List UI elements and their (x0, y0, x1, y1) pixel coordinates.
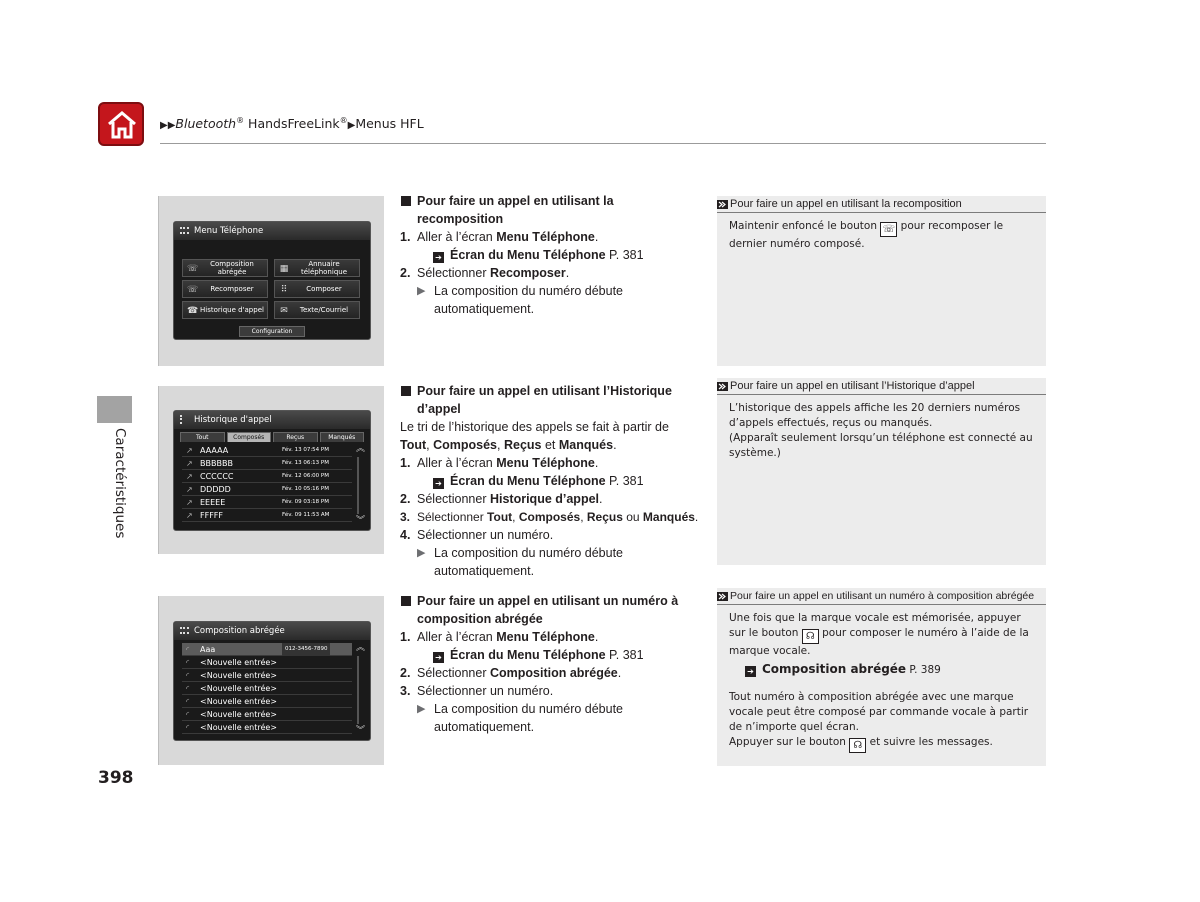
reference-page: P. 381 (605, 648, 644, 662)
intro-et: et (541, 438, 559, 452)
header-divider (160, 143, 1046, 144)
heading-text: Pour faire un appel en utilisant l’Historique d’appel (417, 384, 672, 416)
registered-mark: ® (236, 116, 245, 125)
reference-title: Écran du Menu Téléphone (450, 474, 606, 488)
contact-name: Aaa (200, 645, 216, 654)
list-item[interactable] (182, 669, 352, 682)
list-item[interactable] (182, 483, 352, 496)
note-arrow-icon (717, 200, 728, 209)
dialed-call-icon: ↗ (186, 498, 193, 507)
note-arrow-icon (717, 382, 728, 391)
list-scrollbar[interactable] (356, 445, 366, 526)
screen-title: Historique d'appel (194, 415, 272, 425)
breadcrumb-bluetooth[interactable]: Bluetooth (175, 116, 237, 132)
screen-title-bar (174, 411, 370, 429)
step-text: Aller à l’écran (417, 630, 497, 644)
speed-dial-icon: ☏ (187, 264, 199, 274)
dialed-call-icon: ↗ (186, 511, 193, 520)
result-arrow-icon: ▶ (417, 703, 426, 715)
call-history-button[interactable] (182, 301, 268, 319)
section-heading (400, 592, 700, 628)
result-text: La composition du numéro débute automatiquement. (434, 702, 624, 734)
step-number: 1. (400, 456, 411, 470)
voice-tag-icon: ◜ (186, 697, 190, 706)
note-paragraph (729, 219, 1034, 252)
step-text: Sélectionner (417, 492, 490, 506)
section-redial (400, 192, 700, 318)
note-speed-dial (717, 588, 1046, 766)
phonebook-icon: ▦ (279, 264, 289, 274)
step-text: Sélectionner (417, 510, 488, 524)
speed-dial-screen (173, 621, 371, 741)
list-item[interactable] (182, 721, 352, 734)
step-number: 1. (400, 230, 411, 244)
step-number: 3. (400, 510, 411, 524)
list-item[interactable] (182, 682, 352, 695)
call-date: Fév. 09 11:53 AM (282, 512, 330, 518)
voice-tag-icon: ◜ (186, 723, 190, 732)
note-text: pour composer le numéro à l’aide de la marque vocale. (729, 627, 1029, 657)
step-number: 2. (400, 492, 411, 506)
reference-page: P. 389 (906, 664, 941, 676)
entry-name: <Nouvelle entrée> (200, 671, 278, 680)
step-emphasis: Menu Téléphone (496, 230, 595, 244)
reference-title: Écran du Menu Téléphone (450, 248, 606, 262)
button-label: Recomposer (210, 285, 254, 293)
step-result (400, 700, 700, 736)
step-number: 4. (400, 528, 411, 542)
call-date: Fév. 13 07:54 PM (282, 447, 329, 453)
scroll-up-icon[interactable]: ︽ (356, 643, 366, 653)
contact-name: EEEEE (200, 498, 226, 507)
step-recus: Reçus (586, 510, 623, 524)
call-date: Fév. 10 05:16 PM (282, 486, 329, 492)
call-date: Fév. 09 03:18 PM (282, 499, 329, 505)
dialed-call-icon: ↗ (186, 459, 193, 468)
breadcrumb-arrow-icon: ▶▶ (160, 120, 176, 132)
history-icon: ☎ (187, 306, 199, 316)
contact-name: FFFFF (200, 511, 224, 520)
step-1: 1. Aller à l’écran Menu Téléphone. (400, 456, 599, 470)
contact-name: DDDDD (200, 485, 231, 494)
speed-dial-screenshot (158, 596, 384, 765)
note-arrow-icon (717, 592, 728, 601)
step-1: 1. Aller à l’écran Menu Téléphone. (400, 230, 599, 244)
contact-name: CCCCCC (200, 472, 234, 481)
step-3: 3. Sélectionner Tout, Composés, Reçus ou Manqués. (400, 510, 699, 524)
cross-reference[interactable] (400, 246, 700, 264)
reference-arrow-icon: ➔ (433, 252, 444, 263)
list-scrollbar[interactable] (356, 644, 366, 736)
note-text: Une fois que la marque vocale est mémorisée, appuyer sur le bouton (729, 612, 1021, 639)
contact-name: BBBBBB (200, 459, 233, 468)
reference-arrow-icon: ➔ (433, 652, 444, 663)
voice-tag-icon: ◜ (186, 684, 190, 693)
screen-title-bar (174, 622, 370, 640)
list-item[interactable] (182, 444, 352, 457)
list-item[interactable] (182, 470, 352, 483)
note-heading-text: Pour faire un appel en utilisant la recomposition (730, 198, 962, 210)
redial-icon: ☏ (187, 285, 199, 295)
button-label: Annuaire téléphonique (300, 260, 348, 276)
redial-button[interactable] (182, 280, 268, 298)
bullet-square-icon (401, 596, 411, 606)
call-history-screen (173, 410, 371, 531)
reference-arrow-icon: ➔ (433, 478, 444, 489)
envelope-icon: ✉ (280, 306, 288, 316)
phonebook-button[interactable] (274, 259, 360, 277)
step-emphasis: Historique d’appel (489, 492, 600, 506)
step-emphasis: Menu Téléphone (496, 456, 595, 470)
step-text: Sélectionner (417, 666, 490, 680)
note-heading[interactable] (717, 588, 1046, 605)
note-cross-reference[interactable] (729, 662, 1034, 678)
tab-tout[interactable]: Tout (180, 432, 225, 442)
step-4 (400, 526, 700, 544)
heading-text: Pour faire un appel en utilisant un numéro à composition abrégée (417, 594, 679, 626)
heading-text: Pour faire un appel en utilisant la recomposition (417, 194, 614, 226)
page-number: 398 (98, 768, 134, 788)
dialed-call-icon: ↗ (186, 485, 193, 494)
breadcrumb-menus-hfl[interactable]: Menus HFL (355, 116, 424, 132)
menu-icon (180, 627, 189, 634)
home-button[interactable] (98, 102, 144, 146)
note-paragraph (729, 611, 1034, 659)
section-speed-dial (400, 592, 700, 736)
section-heading (400, 192, 700, 228)
configuration-button[interactable]: Configuration (239, 326, 305, 337)
bullet-square-icon (401, 196, 411, 206)
entry-name: <Nouvelle entrée> (200, 723, 278, 732)
chapter-label: Caractéristiques (112, 428, 128, 539)
speed-dial-button[interactable] (182, 259, 268, 277)
note-body (717, 213, 1046, 252)
list-item[interactable] (182, 457, 352, 470)
scroll-up-icon[interactable]: ︽ (356, 444, 366, 454)
step-text: Sélectionner un numéro. (417, 528, 554, 542)
voice-tag-icon: ◜ (186, 710, 190, 719)
entry-name: <Nouvelle entrée> (200, 697, 278, 706)
voice-tag-icon: ◜ (186, 645, 190, 654)
step-number: 2. (400, 266, 411, 280)
step-composes: Composés (518, 510, 581, 524)
phone-menu-screen (173, 221, 371, 340)
note-paragraph: (Apparaît seulement lorsqu’un téléphone est connecté au système.) (729, 432, 1033, 459)
list-item[interactable] (182, 695, 352, 708)
button-label: Historique d'appel (200, 306, 264, 314)
note-body (717, 605, 1046, 753)
cross-reference[interactable] (400, 472, 700, 490)
note-heading-text: Pour faire un appel en utilisant l’Historique d’appel (730, 380, 975, 392)
step-number: 1. (400, 630, 411, 644)
phone-menu-screenshot (158, 196, 384, 366)
list-item[interactable] (182, 509, 352, 522)
result-arrow-icon: ▶ (417, 547, 426, 559)
tab-recus[interactable]: Reçus (273, 432, 318, 442)
list-item[interactable] (182, 643, 352, 656)
call-date: Fév. 12 06:00 PM (282, 473, 329, 479)
tab-manques[interactable]: Manqués (320, 432, 365, 442)
intro-composes: Composés (433, 438, 498, 452)
history-tabs (174, 429, 370, 442)
intro-paragraph: Le tri de l’historique des appels se fait à partir de Tout, Composés, Reçus et Manqués. (400, 420, 669, 452)
reference-page: P. 381 (605, 248, 644, 262)
list-item[interactable] (182, 496, 352, 509)
note-redial (717, 196, 1046, 366)
note-paragraph: L’historique des appels affiche les 20 derniers numéros d’appels effectués, reçus ou manqués. (729, 402, 1021, 429)
entry-name: <Nouvelle entrée> (200, 710, 278, 719)
note-paragraph: Tout numéro à composition abrégée avec une marque vocale peut être composé par commande vocale à partir de n’importe quel écran. (729, 691, 1029, 733)
tab-composes[interactable]: Composés (227, 432, 272, 442)
note-heading-text: Pour faire un appel en utilisant un numéro à composition abrégée (730, 590, 1035, 602)
scroll-track (357, 656, 359, 724)
step-1: 1. Aller à l’écran Menu Téléphone. (400, 630, 599, 644)
contact-name: AAAAA (200, 446, 229, 455)
note-text: Maintenir enfoncé le bouton (729, 220, 881, 232)
note-heading[interactable] (717, 378, 1046, 395)
keypad-icon: ⠿ (280, 285, 288, 295)
section-call-history (400, 382, 700, 580)
menu-icon (180, 227, 189, 234)
step-tout: Tout (487, 510, 513, 524)
scroll-track (357, 457, 359, 514)
dialed-call-icon: ↗ (186, 446, 193, 455)
speed-dial-list (174, 640, 370, 734)
note-heading[interactable] (717, 196, 1046, 213)
note-text: Appuyer sur le bouton (729, 736, 850, 748)
note-text: pour recomposer le dernier numéro composé. (729, 220, 1004, 250)
call-history-screenshot (158, 386, 384, 554)
home-icon (106, 109, 138, 141)
list-item[interactable] (182, 656, 352, 669)
text-email-button[interactable] (274, 301, 360, 319)
phone-number: 012-3456-7890 (282, 643, 330, 656)
step-result (400, 544, 700, 580)
intro-recus: Reçus (503, 438, 542, 452)
step-text: Aller à l’écran (417, 456, 497, 470)
note-body (717, 395, 1046, 461)
cross-reference[interactable] (400, 646, 700, 664)
step-result (400, 282, 700, 318)
breadcrumb-arrow-icon: ▶ (347, 120, 356, 132)
button-label: Texte/Courriel (299, 306, 349, 314)
call-date: Fév. 13 06:13 PM (282, 460, 329, 466)
chapter-tab[interactable] (97, 396, 132, 423)
note-paragraph (729, 735, 1034, 753)
scroll-down-icon[interactable]: ︾ (356, 516, 366, 526)
dial-button[interactable] (274, 280, 360, 298)
result-text: La composition du numéro débute automatiquement. (434, 546, 624, 578)
more-icon (180, 415, 183, 424)
talk-button-icon: ☊ (849, 738, 866, 753)
section-heading (400, 382, 700, 418)
history-list (174, 442, 370, 522)
scroll-down-icon[interactable]: ︾ (356, 726, 366, 736)
note-call-history (717, 378, 1046, 565)
phone-pickup-icon: ☏ (880, 222, 897, 237)
step-emphasis: Composition abrégée (489, 666, 618, 680)
dialed-call-icon: ↗ (186, 472, 193, 481)
reference-page: P. 381 (605, 474, 644, 488)
intro-manques: Manqués (558, 438, 614, 452)
step-2: 2. Sélectionner Recomposer. (400, 266, 570, 280)
step-2: 2. Sélectionner Historique d’appel. (400, 492, 603, 506)
step-manques: Manqués (642, 510, 695, 524)
reference-title: Composition abrégée (762, 662, 907, 676)
note-text: et suivre les messages. (866, 736, 993, 748)
step-number: 2. (400, 666, 411, 680)
step-emphasis: Menu Téléphone (496, 630, 595, 644)
voice-tag-icon: ◜ (186, 658, 190, 667)
step-text: Sélectionner un numéro. (417, 684, 554, 698)
entry-name: <Nouvelle entrée> (200, 658, 278, 667)
screen-title: Menu Téléphone (194, 226, 264, 236)
step-emphasis: Recomposer (489, 266, 566, 280)
intro-text: Le tri de l’historique des appels se fait à partir de (400, 420, 669, 434)
step-2: 2. Sélectionner Composition abrégée. (400, 666, 622, 680)
result-arrow-icon: ▶ (417, 285, 426, 297)
step-number: 3. (400, 684, 411, 698)
result-text: La composition du numéro débute automatiquement. (434, 284, 624, 316)
talk-button-icon: ☊ (802, 629, 819, 644)
step-text: Aller à l’écran (417, 230, 497, 244)
registered-mark: ® (339, 116, 348, 125)
breadcrumb-handsfreelink[interactable]: HandsFreeLink (244, 116, 340, 132)
entry-name: <Nouvelle entrée> (200, 684, 278, 693)
step-ou: ou (622, 510, 643, 524)
screen-title-bar (174, 222, 370, 240)
button-label: Composer (306, 285, 342, 293)
screen-title: Composition abrégée (194, 626, 285, 636)
reference-title: Écran du Menu Téléphone (450, 648, 606, 662)
reference-arrow-icon: ➔ (745, 666, 756, 677)
step-text: Sélectionner (417, 266, 490, 280)
button-label: Composition abrégée (210, 260, 254, 276)
list-item[interactable] (182, 708, 352, 721)
step-3 (400, 682, 700, 700)
breadcrumb (160, 116, 424, 131)
voice-tag-icon: ◜ (186, 671, 190, 680)
intro-tout: Tout (400, 438, 427, 452)
bullet-square-icon (401, 386, 411, 396)
